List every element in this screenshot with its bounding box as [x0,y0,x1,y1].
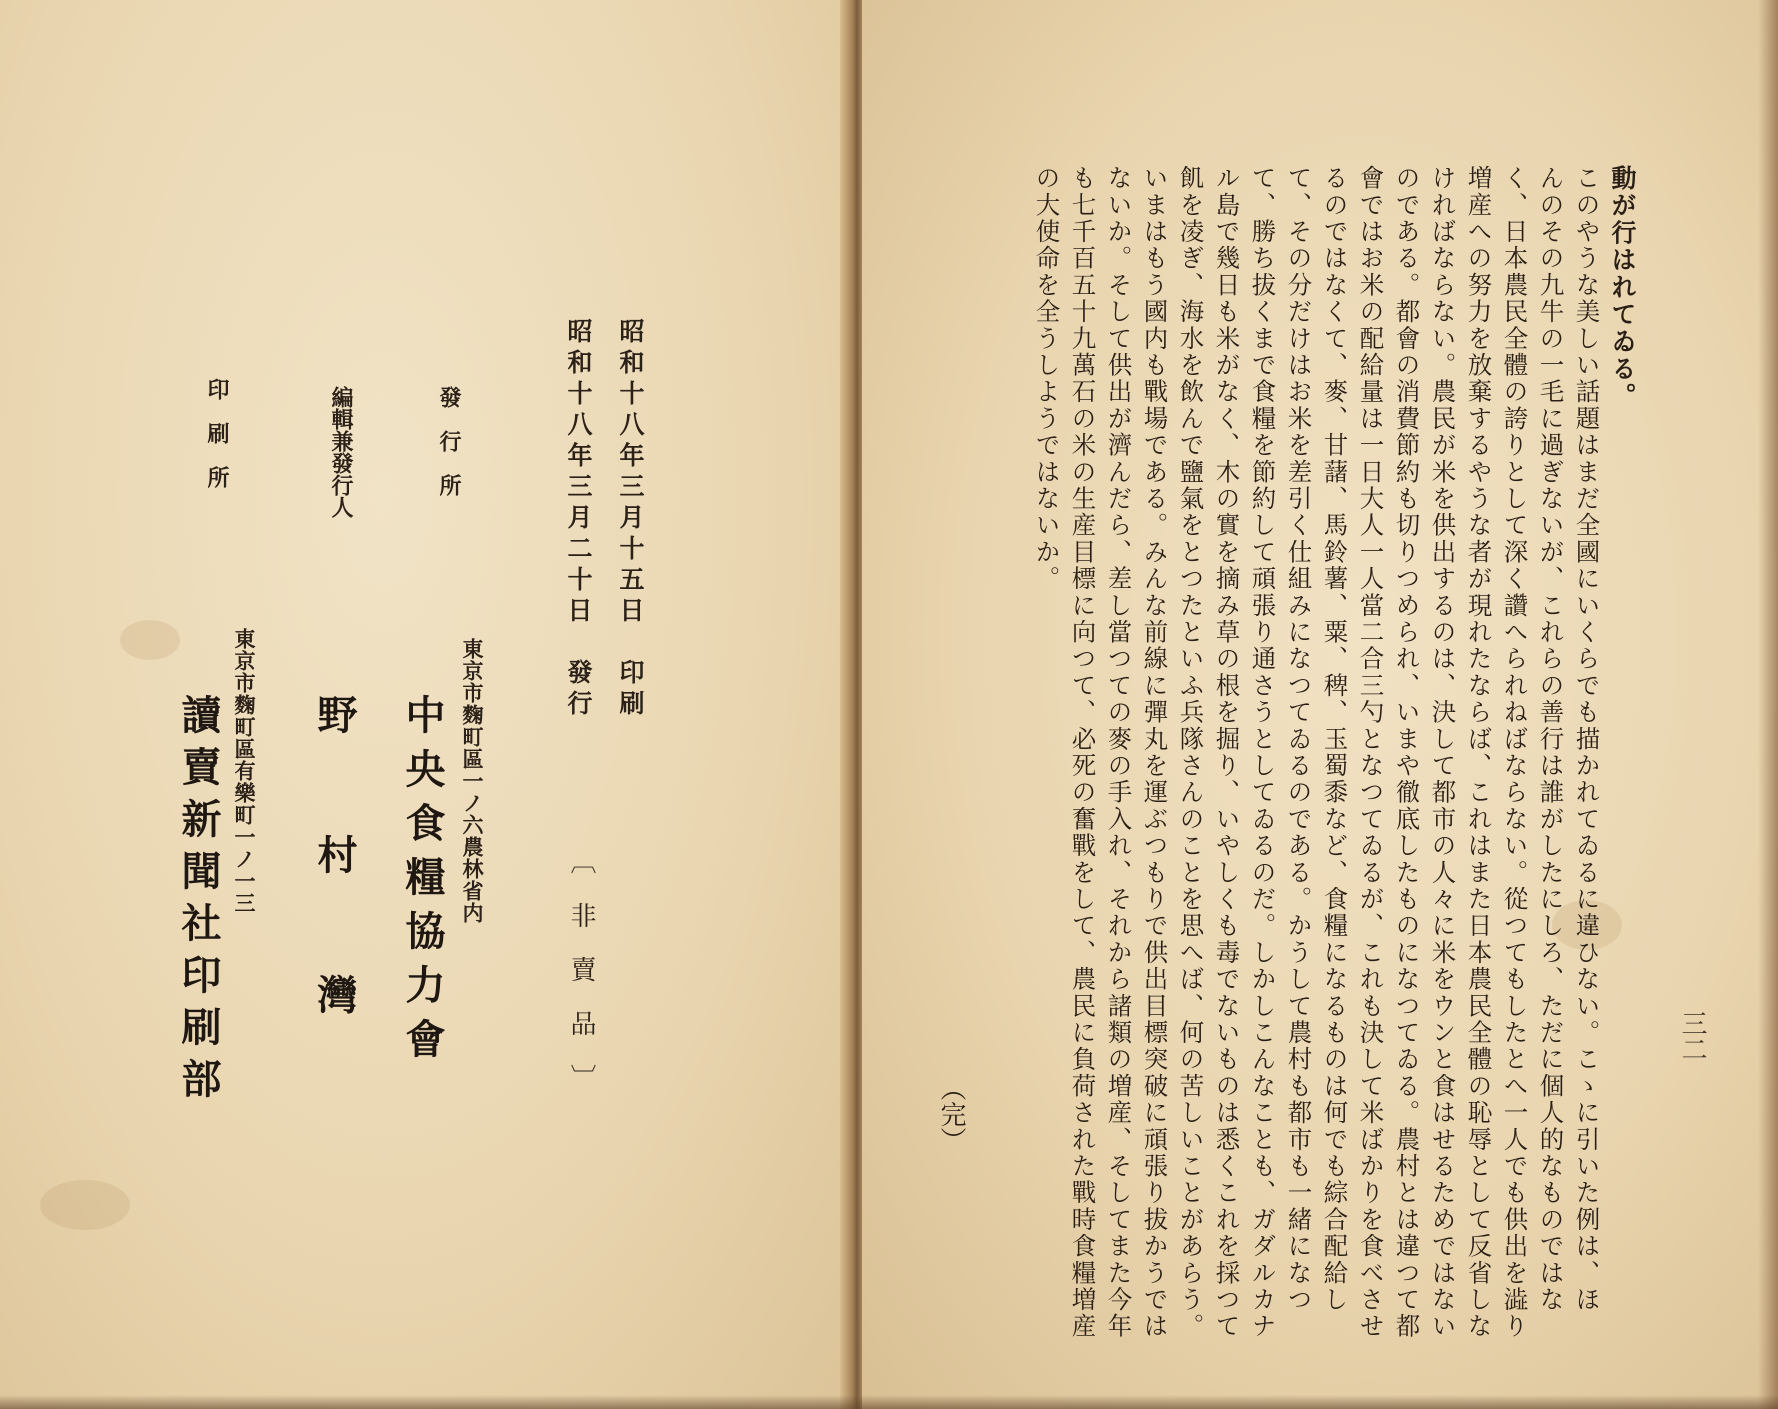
page-edge-bottom [0,1395,1778,1409]
printer-label: 印 刷 所 [204,378,230,488]
text-line: ければならない。農民が米を供出するのは、決して都市の人々に米をウンと食はせるためではない [1428,165,1458,1340]
text-line: んのその九牛の一毛に過ぎないが、これらの善行は誰がしたにしろ、ただに個人的なものではな [1536,165,1566,1314]
text-line: 會ではお米の配給量は一日大人一人當二合三勺となつてゐるが、これも決して米ばかりを食べさせ [1356,165,1386,1340]
text-line: 飢を凌ぎ、海水を飲んで鹽氣をとつたといふ兵隊さんのことを思へば、何の苦しいことがあらう。 [1176,165,1206,1340]
paper-stain [120,620,180,660]
printer-name: 讀賣新聞社印刷部 [175,694,222,1110]
issue-date: 昭和十八年三月二十日 發行 [564,318,593,721]
publisher-label: 發 行 所 [436,386,462,496]
editor-name: 野 村 灣 [311,694,358,1044]
print-date: 昭和十八年三月十五日 印刷 [616,318,645,721]
text-line: の大使命を全うしようではないか。 [1032,165,1062,593]
publisher-name: 中央食糧協力會 [399,694,446,1072]
end-mark: （完） [936,1075,966,1153]
text-line: ないか。そして供出が濟んだら、差し當つての麥の手入れ、それから諸類の増産、そしてまた今年 [1104,165,1134,1340]
page-number: 三二 [1677,1010,1707,1062]
printer-address: 東京市麴町區有樂町一ノ一三 [232,628,257,914]
text-line: いまはもう國内も戰場である。みんな前線に彈丸を運ぶつもりで供出目標突破に頑張り拔かうでは [1140,165,1170,1340]
text-line: 増産への努力を放棄するやうな者が現れたならば、これはまた日本農民全體の恥辱として反省しな [1464,165,1494,1340]
text-page [862,0,1778,1409]
text-line: て、その分だけはお米を差引く仕組みになつてゐるのである。かうして農村も都市も一緒になつ [1284,165,1314,1314]
heading-line: 動が行はれてゐる。 [1608,165,1637,410]
text-line: く、日本農民全體の誇りとして深く讚へられねばならない。從つてもしたとへ一人でも供出を澁り [1500,165,1530,1340]
publisher-address: 東京市麴町區一ノ六農林省内 [460,638,485,924]
text-line: このやうな美しい話題はまだ全國にいくらでも描かれてゐるに違ひない。こゝに引いた例は、ほ [1572,165,1602,1314]
text-line: ル島で幾日も米がなく、木の實を摘み草の根を掘り、いやしくも毒でないものは悉くこれを採つて [1212,165,1242,1340]
editor-label: 編輯兼發行人 [328,386,354,518]
text-line: のである。都會の消費節約も切りつめられ、いまや徹底したものになつてゐる。農村とは違つて都 [1392,165,1422,1340]
text-line: も七千百五十九萬石の米の生産目標に向つて、必死の奮戰をして、農民に負荷された戰時食糧増産 [1068,165,1098,1340]
text-line: て、勝ち拔くまで食糧を節約して頑張り通さうとしてゐるのだ。しかしこんなことも、ガダルカナ [1248,165,1278,1340]
not-for-sale-label: 〔非賣品〕 [566,848,596,1118]
paper-stain [40,1180,130,1230]
colophon-page [0,0,852,1409]
page-edge [1758,0,1778,1409]
text-line: るのではなくて、麥、甘藷、馬鈴薯、粟、稗、玉蜀黍など、食糧になるものは何でも綜合配給し [1320,165,1350,1314]
